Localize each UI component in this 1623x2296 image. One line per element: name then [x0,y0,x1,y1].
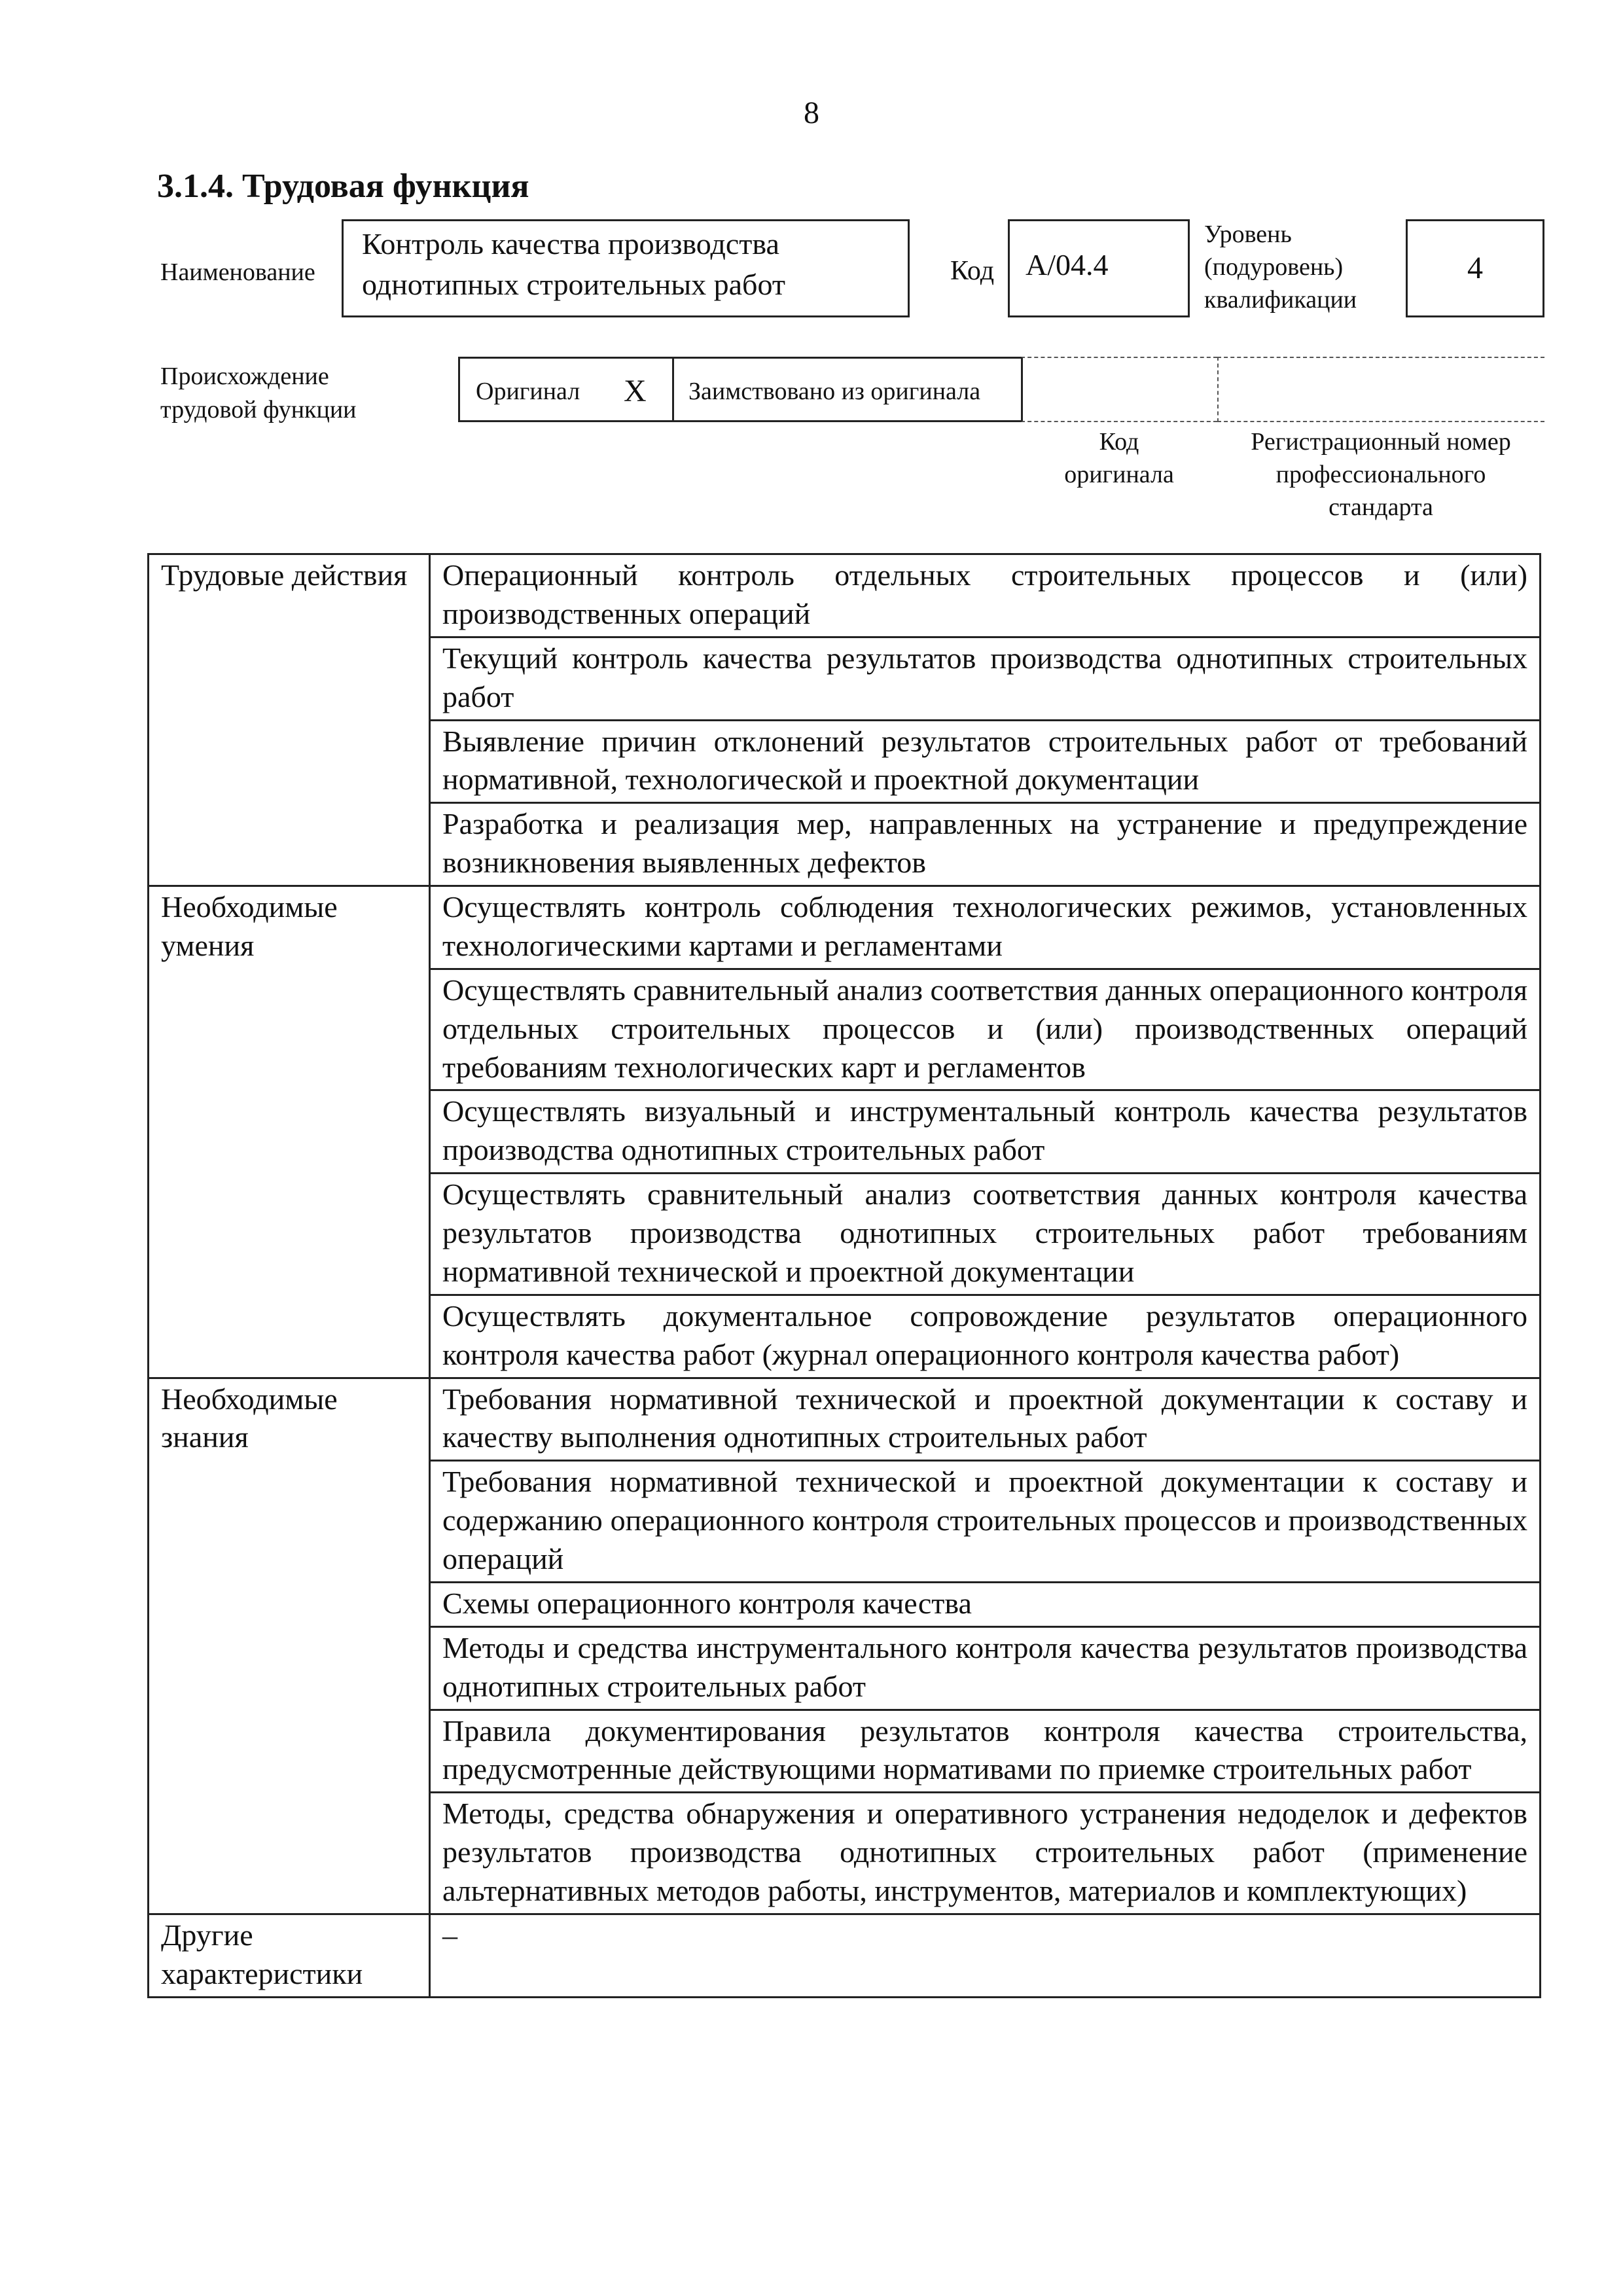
skill-item: Осуществлять документальное сопровождение результатов операционного контроля качества работ (журнал операционного контроля качества работ) [430,1295,1541,1378]
name-value-box [342,219,910,317]
reg-number-line2: профессионального [1275,461,1486,489]
labor-action-item: Текущий контроль качества результатов производства однотипных строительных работ [430,637,1541,720]
reg-number-label [1217,425,1544,524]
level-label [1204,218,1357,316]
knowledge-item: Методы и средства инструментального контроля качества результатов производства однотипных строительных работ [430,1626,1541,1710]
reg-number-line3: стандарта [1329,493,1433,522]
other-header-line1: Другие [161,1918,253,1952]
origin-label-line2: трудовой функции [160,396,357,424]
page-number: 8 [804,96,819,130]
table-row [149,1378,1541,1461]
level-label-line3: квалификации [1204,286,1357,314]
labor-action-item: Операционный контроль отдельных строительных процессов и (или) производственных операций [430,554,1541,637]
reg-number-line1: Регистрационный номер [1251,428,1511,456]
skill-item: Осуществлять контроль соблюдения технологических режимов, установленных технологическими картами и регламентами [430,886,1541,969]
function-table [147,553,1541,1998]
skills-header-line2: умения [161,928,255,962]
origin-original-cell [458,357,674,422]
name-value-line1: Контроль качества производства [362,227,779,260]
code-value: А/04.4 [1008,219,1190,317]
original-code-cell [1021,357,1217,422]
knowledge-item: Требования нормативной технической и проектной документации к составу и содержанию операционного контроля строительных процессов и производственных операций [430,1461,1541,1583]
code-label: Код [950,256,995,286]
knowledge-item: Правила документирования результатов контроля качества строительства, предусмотренные действующими нормативами по приемке строительных работ [430,1710,1541,1793]
level-label-line1: Уровень [1204,221,1292,248]
name-label: Наименование [160,259,315,286]
skills-header-line1: Необходимые [161,890,338,924]
origin-borrowed-cell: Заимствовано из оригинала [674,357,1021,422]
original-code-label [1021,425,1217,491]
level-value: 4 [1406,219,1544,317]
knowledge-header-line2: знания [161,1420,249,1454]
reg-number-cell [1217,357,1544,422]
origin-row [458,357,1544,422]
skills-header [149,886,430,1378]
original-code-line1: Код [1099,428,1139,456]
other-header-line2: характеристики [161,1956,363,1990]
name-value-line2: однотипных строительных работ [362,268,785,302]
origin-label-line1: Происхождение [160,363,329,390]
skill-item: Осуществлять сравнительный анализ соответствия данных операционного контроля отдельных строительных процессов и (или) производственных операций требованиям технологических карт и регламентов [430,969,1541,1090]
origin-label [160,360,357,427]
knowledge-item: Требования нормативной технической и проектной документации к составу и качеству выполнения однотипных строительных работ [430,1378,1541,1461]
labor-action-item: Разработка и реализация мер, направленных на устранение и предупреждение возникновения выявленных дефектов [430,803,1541,886]
table-row [149,554,1541,637]
level-label-line2: (подуровень) [1204,253,1344,281]
labor-actions-header: Трудовые действия [149,554,430,886]
knowledge-header-line1: Необходимые [161,1382,338,1416]
original-code-line2: оригинала [1064,461,1174,489]
table-row [149,886,1541,969]
table-row [149,1914,1541,1997]
labor-action-item: Выявление причин отклонений результатов строительных работ от требований нормативной, технологической и проектной документации [430,720,1541,803]
skill-item: Осуществлять визуальный и инструментальный контроль качества результатов производства однотипных строительных работ [430,1090,1541,1174]
section-title: 3.1.4. Трудовая функция [157,168,529,205]
knowledge-item: Методы, средства обнаружения и оперативного устранения недоделок и дефектов результатов производства однотипных строительных работ (применение альтернативных методов работы, инструментов, материалов и комплектующих) [430,1793,1541,1914]
origin-original-label: Оригинал [476,378,580,405]
origin-mark: X [624,374,647,408]
skill-item: Осуществлять сравнительный анализ соответствия данных контроля качества результатов производства однотипных строительных работ требованиям нормативной технической и проектной документации [430,1174,1541,1295]
other-header [149,1914,430,1997]
knowledge-item: Схемы операционного контроля качества [430,1582,1541,1626]
knowledge-header [149,1378,430,1914]
other-value: – [430,1914,1541,1997]
